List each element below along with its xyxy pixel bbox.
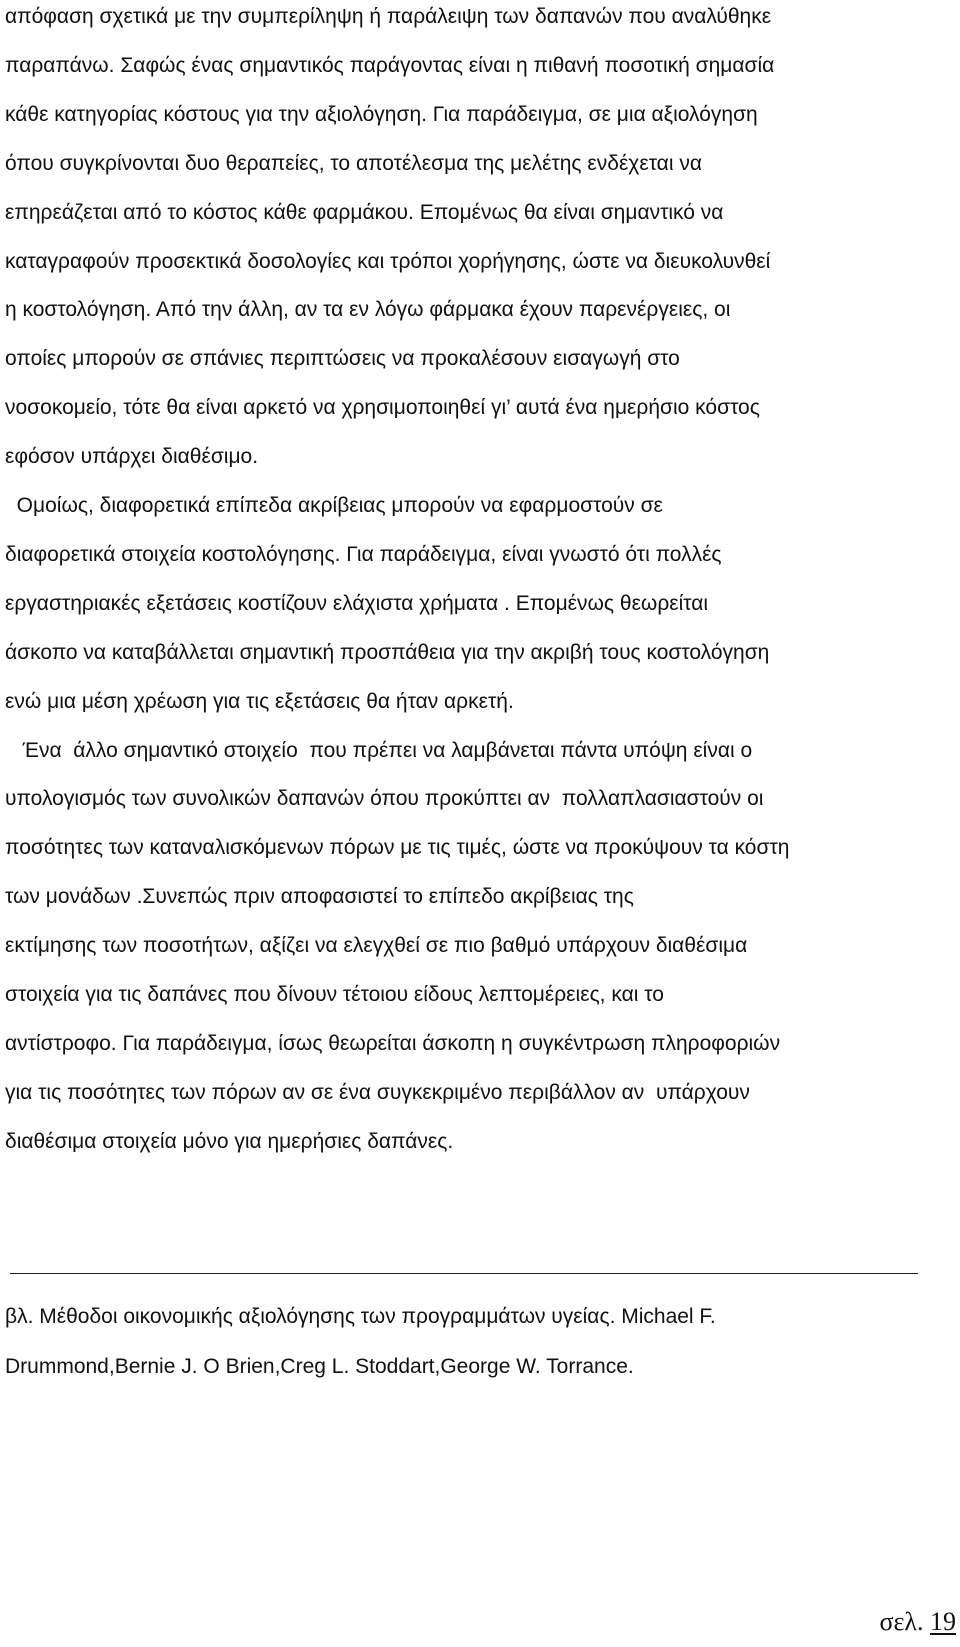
text-line: εφόσον υπάρχει διαθέσιμο. [5,445,259,469]
text-line: καταγραφούν προσεκτικά δοσολογίες και τρόποι χορήγησης, ώστε να διευκολυνθεί [5,249,771,273]
text-line: Ένα άλλο σημαντικό στοιχείο που πρέπει να λαμβάνεται πάντα υπόψη είναι ο [5,738,753,762]
page-number-value: 19 [930,1607,956,1636]
text-line: απόφαση σχετικά με την συμπερίληψη ή παράλειψη των δαπανών που αναλύθηκε [5,5,772,28]
text-line: διαφορετικά στοιχεία κοστολόγησης. Για παράδειγμα, είναι γνωστό ότι πολλές [5,542,722,566]
text-line: οποίες μπορούν σε σπάνιες περιπτώσεις να προκαλέσουν εισαγωγή στο [5,347,680,371]
footnote-line: Drummond,Bernie J. O Brien,Creg L. Stoddart,George W. Torrance. [5,1355,634,1378]
text-line: η κοστολόγηση. Από την άλλη, αν τα εν λόγω φάρμακα έχουν παρενέργειες, οι [5,298,731,322]
text-line: παραπάνω. Σαφώς ένας σημαντικός παράγοντας είναι η πιθανή ποσοτική σημασία [5,53,775,77]
text-line: στοιχεία για τις δαπάνες που δίνουν τέτοιου είδους λεπτομέρειες, και το [5,983,664,1006]
text-line: όπου συγκρίνονται δυο θεραπείες, το αποτέλεσμα της μελέτης ενδέχεται να [5,151,702,175]
text-line: εκτίμησης των ποσοτήτων, αξίζει να ελεγχθεί σε πιο βαθμό υπάρχουν διαθέσιμα [5,934,748,958]
text-line: ποσότητες των καταναλισκόμενων πόρων με τις τιμές, ώστε να προκύψουν τα κόστη [5,836,790,860]
text-line: ενώ μια μέση χρέωση για τις εξετάσεις θα ήταν αρκετή. [5,689,514,713]
page-number [879,1606,956,1638]
text-line: νοσοκομείο, τότε θα είναι αρκετό να χρησιμοποιηθεί γι’ αυτά ένα ημερήσιο κόστος [5,396,760,420]
page-label: σελ. [879,1607,924,1636]
text-line: άσκοπο να καταβάλλεται σημαντική προσπάθεια για την ακριβή τους κοστολόγηση [5,640,770,664]
text-line: για τις ποσότητες των πόρων αν σε ένα συγκεκριμένο περιβάλλον αν υπάρχουν [5,1080,750,1104]
text-line: των μονάδων .Συνεπώς πριν αποφασιστεί το επίπεδο ακρίβειας της [5,885,634,909]
text-line: διαθέσιμα στοιχεία μόνο για ημερήσιες δαπάνες. [5,1129,454,1153]
text-line: Ομοίως, διαφορετικά επίπεδα ακρίβειας μπορούν να εφαρμοστούν σε [5,494,663,517]
text-line: κάθε κατηγορίας κόστους για την αξιολόγηση. Για παράδειγμα, σε μια αξιολόγηση [5,102,758,126]
text-line: εργαστηριακές εξετάσεις κοστίζουν ελάχιστα χρήματα . Επομένως θεωρείται [5,591,709,615]
text-line: αντίστροφο. Για παράδειγμα, ίσως θεωρείται άσκοπη η συγκέντρωση πληροφοριών [5,1031,781,1055]
footnote-separator [10,1273,918,1274]
text-line: υπολογισμός των συνολικών δαπανών όπου προκύπτει αν πολλαπλασιαστούν οι [5,787,764,811]
footnote-line: βλ. Μέθοδοι οικονομικής αξιολόγησης των προγραμμάτων υγείας. Michael F. [5,1305,716,1328]
text-line: επηρεάζεται από το κόστος κάθε φαρμάκου. Επομένως θα είναι σημαντικό να [5,200,724,224]
